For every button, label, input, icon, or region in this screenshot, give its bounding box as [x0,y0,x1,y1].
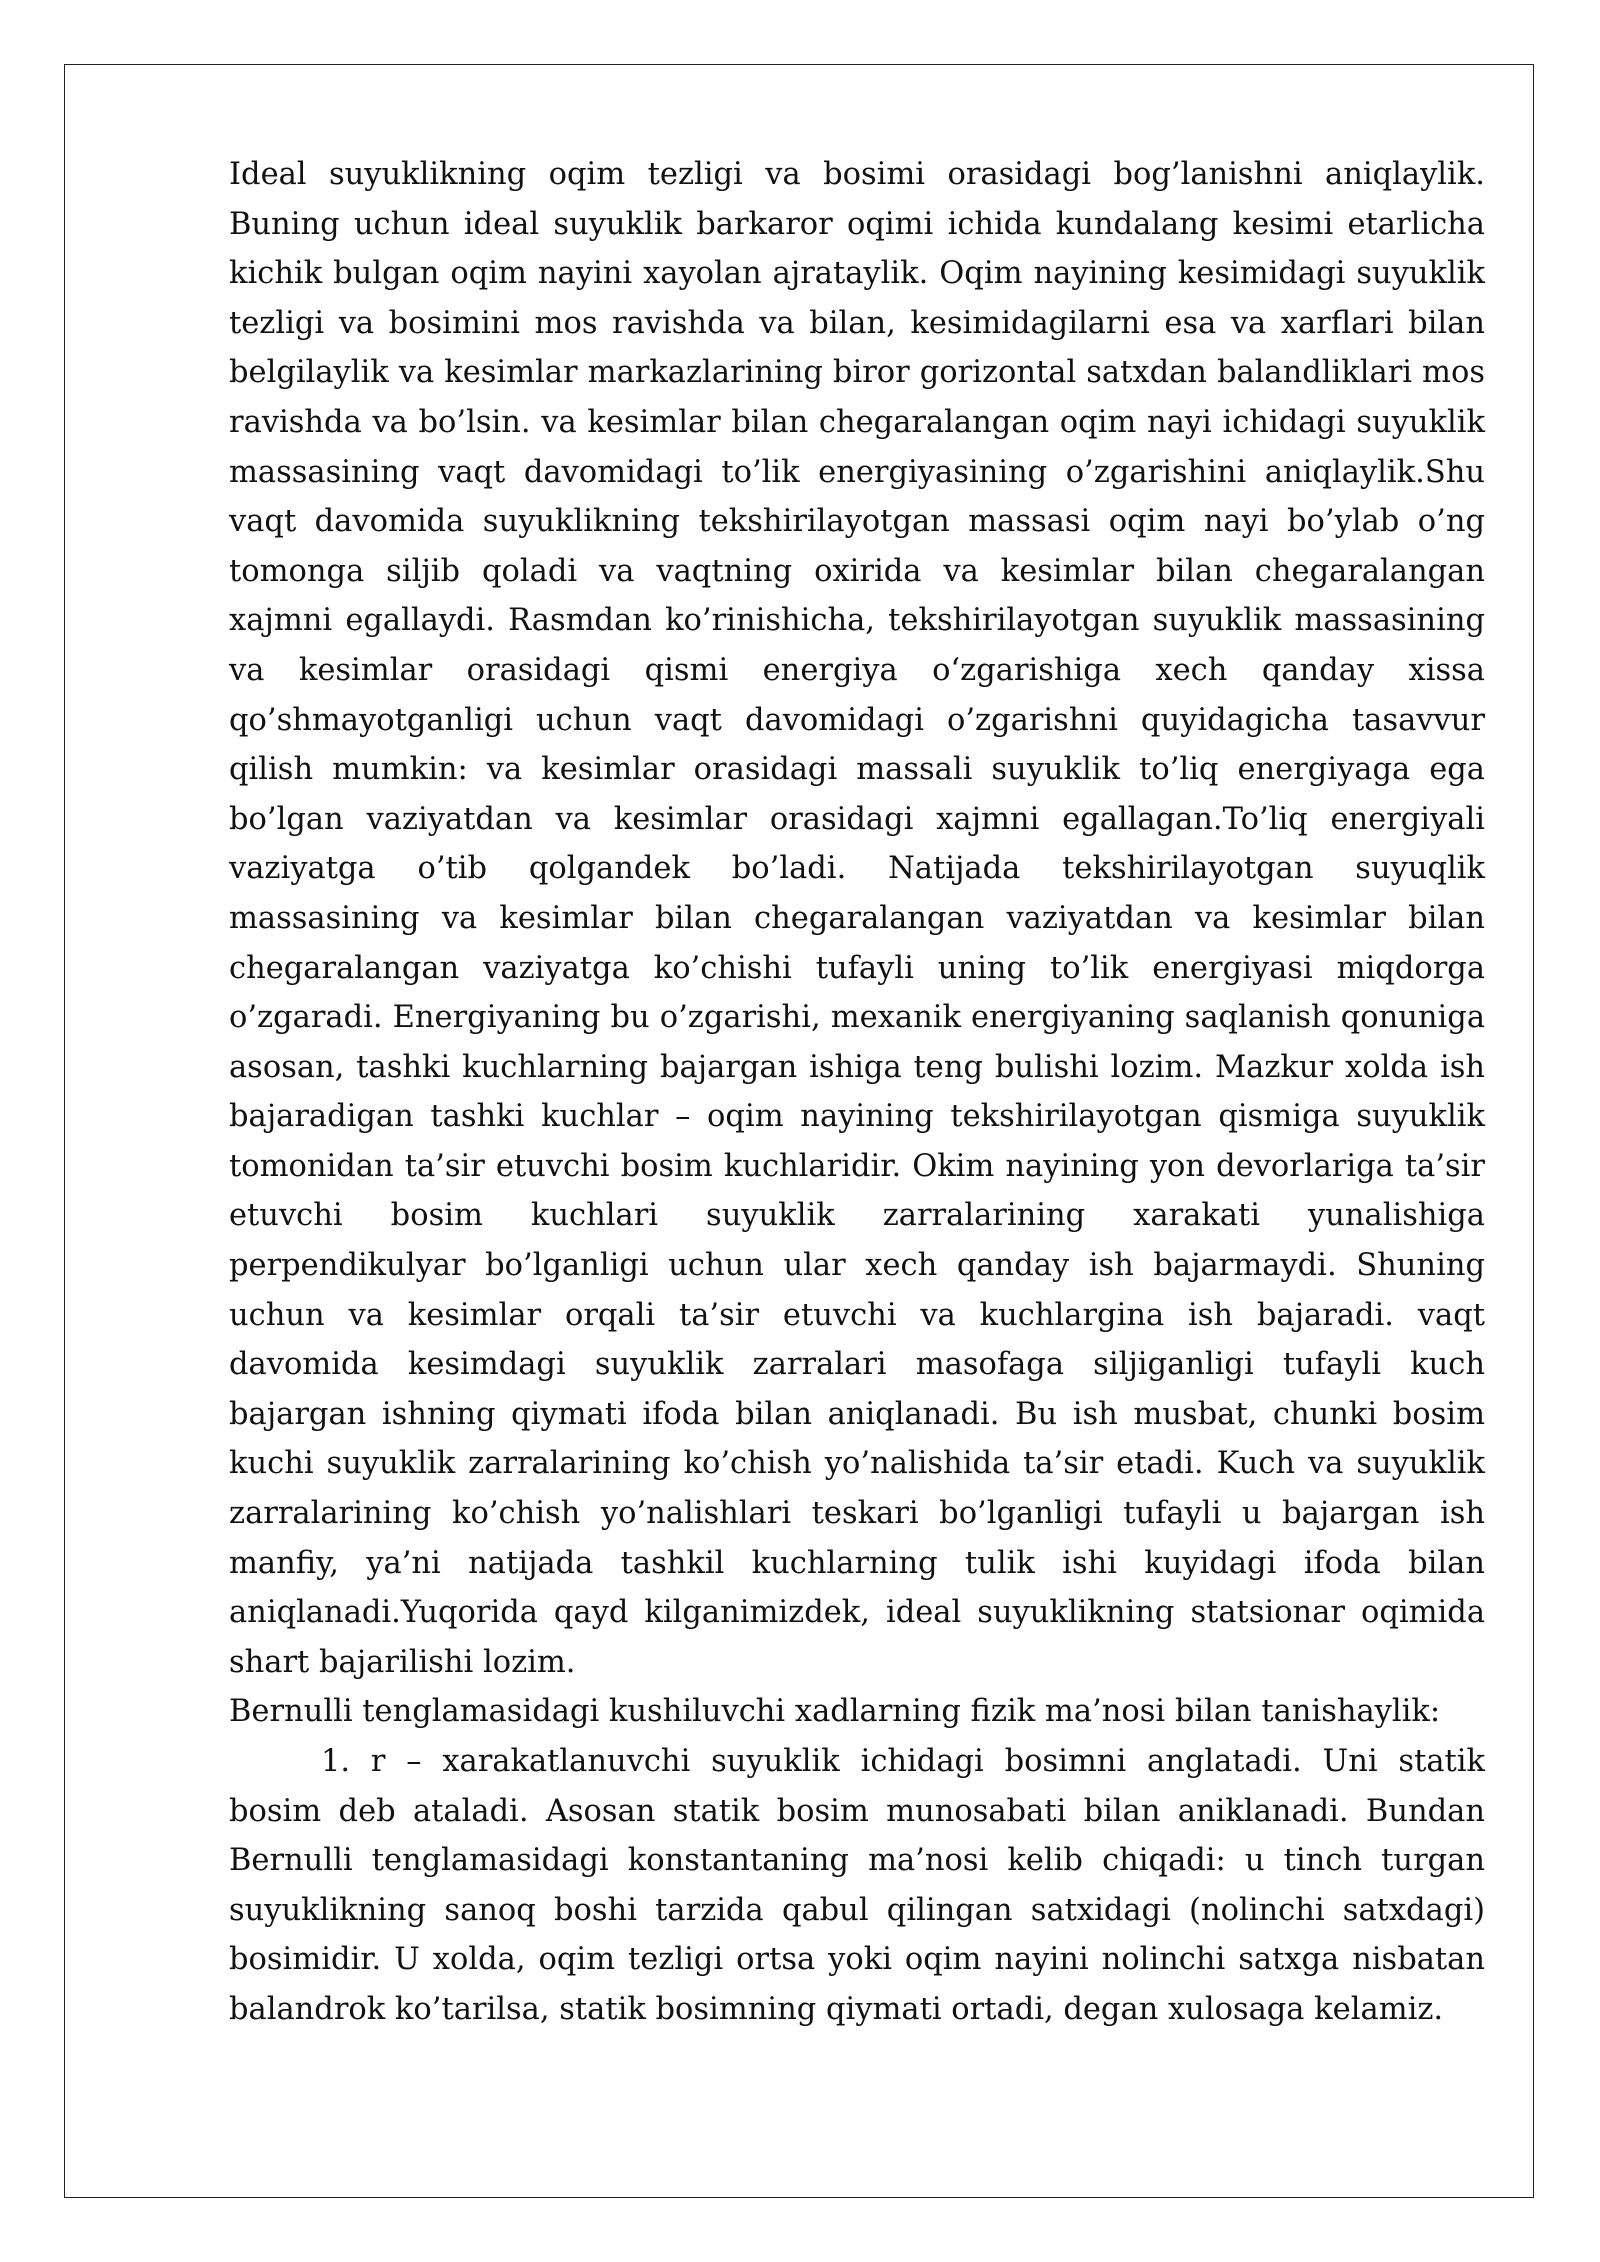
paragraph-terms-intro: Bernulli tenglamasidagi kushiluvchi xadlarning fizik ma’nosi bilan tanishaylik: [229,1694,1441,1730]
document-body [229,150,1485,2035]
paragraph-static-pressure: 1. r – xarakatlanuvchi suyuklik ichidagi bosimni anglatadi. Uni statik bosim deb ataladi. Asosan statik bosim munosabati bilan aniklanadi. Bundan Bernulli tenglamasidagi konstantaning ma’nosi kelib chiqadi: u tinch turgan suyuklikning sanoq boshi tarzida qabul qilingan satxidagi (nolinchi satxdagi) bosimidir. U xolda, oqim tezligi ortsa yoki oqim nayini nolinchi satxga nisbatan balandrok ko’tarilsa, statik bosimning qiymati ortadi, degan xulosaga kelamiz. [229,1744,1485,2027]
paragraph-bernoulli-derivation: Ideal suyuklikning oqim tezligi va bosimi orasidagi bog’lanishni aniqlaylik. Buning uchun ideal suyuklik barkaror oqimi ichida kundalang kesimi etarlicha kichik bulgan oqim nayini xayolan ajrataylik. Oqim nayining kesimidagi suyuklik tezligi va bosimini mos ravishda va bilan, kesimidagilarni esa va xarflari bilan belgilaylik va kesimlar markazlarining biror gorizontal satxdan balandliklari mos ravishda va bo’lsin. va kesimlar bilan chegaralangan oqim nayi ichidagi suyuklik massasining vaqt davomidagi to’lik energiyasining o’zgarishini aniqlaylik.Shu vaqt davomida suyuklikning tekshirilayotgan massasi oqim nayi bo’ylab o’ng tomonga siljib qoladi va vaqtning oxirida va kesimlar bilan chegaralangan xajmni egallaydi. Rasmdan ko’rinishicha, tekshirilayotgan suyuklik massasining va kesimlar orasidagi qismi energiya o‘zgarishiga xech qanday xissa qo’shmayotganligi uchun vaqt davomidagi o’zgarishni quyidagicha tasavvur qilish mumkin: va kesimlar orasidagi massali suyuklik to’liq energiyaga ega bo’lgan vaziyatdan va kesimlar orasidagi xajmni egallagan.To’liq energiyali vaziyatga o’tib qolgandek bo’ladi. Natijada tekshirilayotgan suyuqlik massasining va kesimlar bilan chegaralangan vaziyatdan va kesimlar bilan chegaralangan vaziyatga ko’chishi tufayli uning to’lik energiyasi miqdorga o’zgaradi. Energiyaning bu o’zgarishi, mexanik energiyaning saqlanish qonuniga asosan, tashki kuchlarning bajargan ishiga teng bulishi lozim. Mazkur xolda ish bajaradigan tashki kuchlar – oqim nayining tekshirilayotgan qismiga suyuklik tomonidan ta’sir etuvchi bosim kuchlaridir. Okim nayining yon devorlariga ta’sir etuvchi bosim kuchlari suyuklik zarralarining xarakati yunalishiga perpendikulyar bo’lganligi uchun ular xech qanday ish bajarmaydi. Shuning uchun va kesimlar orqali ta’sir etuvchi va kuchlargina ish bajaradi. vaqt davomida kesimdagi suyuklik zarralari masofaga siljiganligi tufayli kuch bajargan ishning qiymati ifoda bilan aniqlanadi. Bu ish musbat, chunki bosim kuchi suyuklik zarralarining ko’chish yo’nalishida ta’sir etadi. Kuch va suyuklik zarralarining ko’chish yo’nalishlari teskari bo’lganligi tufayli u bajargan ish manfiy, ya’ni natijada tashkil kuchlarning tulik ishi kuyidagi ifoda bilan aniqlanadi.Yuqorida qayd kilganimizdek, ideal suyuklikning statsionar oqimida shart bajarilishi lozim. [229,157,1485,1680]
